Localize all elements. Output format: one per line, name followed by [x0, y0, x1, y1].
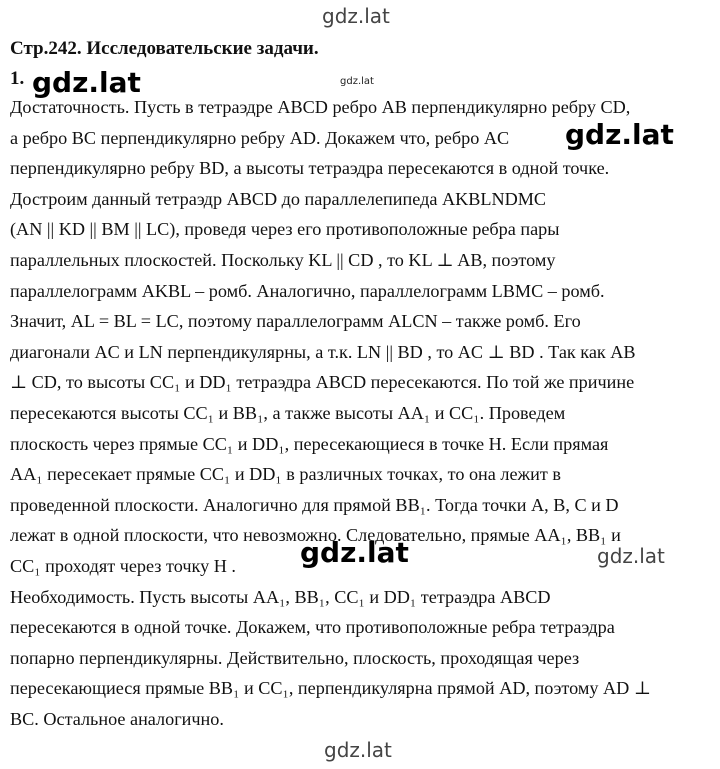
- watermark-big-2: gdz.lat: [565, 118, 674, 151]
- watermark-big-3: gdz.lat: [300, 536, 409, 569]
- text-line: Значит, AL = BL = LC, поэтому параллелограмм ALCN – также ромб. Его: [10, 311, 581, 332]
- task-number: 1.: [10, 68, 25, 89]
- text-line: Необходимость. Пусть высоты AA₁, BB₁, CC₁ и DD₁ тетраэдра ABCD: [10, 586, 551, 607]
- watermark-big-1: gdz.lat: [32, 66, 141, 99]
- text-line: проведенной плоскости. Аналогично для прямой BB₁. Тогда точки A, B, C и D: [10, 494, 619, 515]
- text-line: AA₁ пересекает прямые CC₁ и DD₁ в различных точках, то она лежит в: [10, 464, 561, 485]
- watermark-bottom: gdz.lat: [324, 738, 392, 762]
- watermark-top: gdz.lat: [322, 4, 390, 28]
- text-line: попарно перпендикулярны. Действительно, плоскость, проходящая через: [10, 647, 580, 668]
- text-line: CC₁ проходят через точку H .: [10, 555, 236, 576]
- text-line: перпендикулярно ребру BD, а высоты тетраэдра пересекаются в одной точке.: [10, 158, 610, 179]
- text-line: а ребро BC перпендикулярно ребру AD. Докажем что, ребро AC: [10, 127, 510, 148]
- solution-text: [10, 92, 710, 734]
- text-line: пересекаются в одной точке. Докажем, что противоположные ребра тетраэдра: [10, 617, 615, 638]
- text-line: лежат в одной плоскости, что невозможно. Следовательно, прямые AA₁, BB₁ и: [10, 525, 621, 546]
- text-line: пересекающиеся прямые BB₁ и CC₁, перпендикулярна прямой AD, поэтому AD ⊥: [10, 678, 651, 699]
- text-line: Достаточность. Пусть в тетраэдре ABCD ребро AB перпендикулярно ребру CD,: [10, 97, 631, 117]
- text-line: Достроим данный тетраэдр ABCD до параллелепипеда AKBLNDMC: [10, 188, 547, 209]
- text-line: BC. Остальное аналогично.: [10, 708, 224, 729]
- text-line: параллельных плоскостей. Поскольку KL || CD , то KL ⊥ AB, поэтому: [10, 249, 556, 270]
- text-line: ⊥ CD, то высоты CC₁ и DD₁ тетраэдра ABCD пересекаются. По той же причине: [10, 372, 635, 393]
- text-line: (AN || KD || BM || LC), проведя через его противоположные ребра пары: [10, 219, 560, 240]
- page-heading: Стр.242. Исследовательские задачи.: [10, 38, 319, 59]
- text-line: диагонали AC и LN перпендикулярны, а т.к. LN || BD , то AC ⊥ BD . Так как AB: [10, 341, 636, 362]
- text-line: плоскость через прямые CC₁ и DD₁, пересекающиеся в точке H. Если прямая: [10, 433, 609, 454]
- text-line: параллелограмм AKBL – ромб. Аналогично, параллелограмм LBMC – ромб.: [10, 280, 605, 301]
- watermark-small: gdz.lat: [340, 76, 374, 87]
- watermark-mid-right: gdz.lat: [597, 544, 665, 568]
- text-line: пересекаются высоты CC₁ и BB₁, а также высоты AA₁ и CC₁. Проведем: [10, 402, 566, 423]
